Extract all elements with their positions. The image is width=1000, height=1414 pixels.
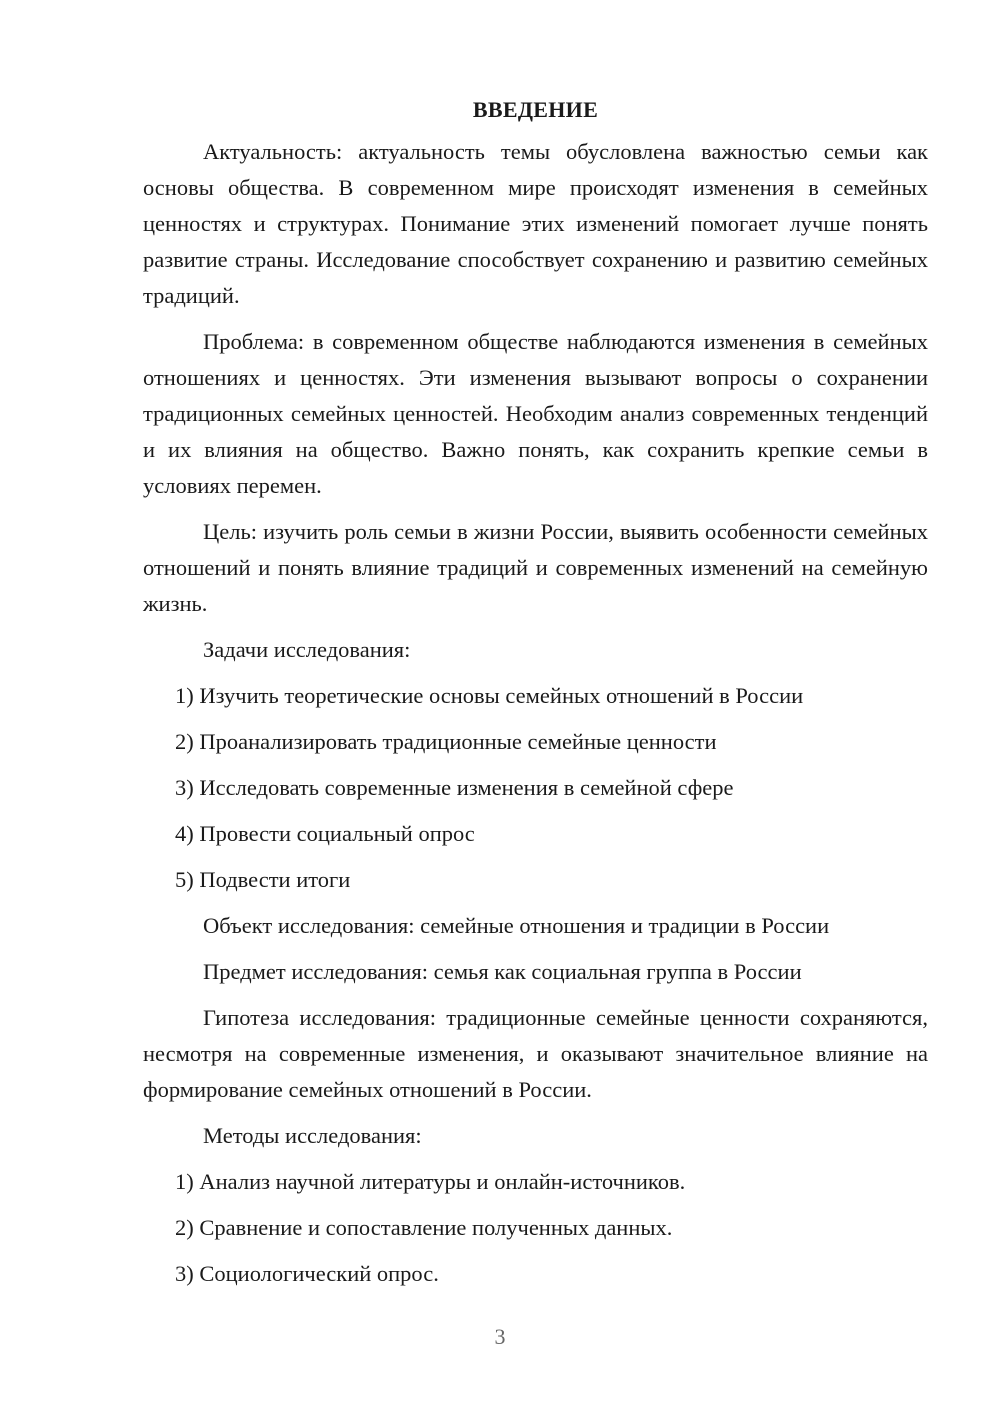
tasks-heading: Задачи исследования: bbox=[203, 637, 411, 662]
task-item-5: 5) Подвести итоги bbox=[175, 867, 351, 892]
method-item-1: 1) Анализ научной литературы и онлайн-источников. bbox=[175, 1169, 686, 1194]
task-item-1: 1) Изучить теоретические основы семейных отношений в России bbox=[175, 683, 804, 708]
methods-heading: Методы исследования: bbox=[203, 1123, 422, 1148]
method-item-2: 2) Сравнение и сопоставление полученных данных. bbox=[175, 1215, 673, 1240]
task-item-3: 3) Исследовать современные изменения в семейной сфере bbox=[175, 775, 734, 800]
document-page bbox=[143, 92, 928, 1302]
page-number: 3 bbox=[494, 1324, 506, 1349]
method-item-3: 3) Социологический опрос. bbox=[175, 1261, 439, 1286]
task-item-4: 4) Провести социальный опрос bbox=[175, 821, 475, 846]
paragraph-goal: Цель: изучить роль семьи в жизни России, выявить особенности семейных отношений и понять влияние традиций и современных изменений на семейную жизнь. bbox=[143, 519, 928, 616]
task-item-2: 2) Проанализировать традиционные семейные ценности bbox=[175, 729, 717, 754]
research-object: Объект исследования: семейные отношения и традиции в России bbox=[203, 913, 830, 938]
paragraph-relevance: Актуальность: актуальность темы обусловлена важностью семьи как основы общества. В современном мире происходят изменения в семейных ценностях и структурах. Понимание этих изменений помогает лучше понять развитие страны. Исследование способствует сохранению и развитию семейных традиций. bbox=[143, 139, 928, 308]
page-title: ВВЕДЕНИЕ bbox=[472, 97, 599, 122]
paragraph-problem: Проблема: в современном обществе наблюдаются изменения в семейных отношениях и ценностях. Эти изменения вызывают вопросы о сохранении традиционных семейных ценностей. Необходим анализ современных тенденций и их влияния на общество. Важно понять, как сохранить крепкие семьи в условиях перемен. bbox=[143, 329, 928, 498]
research-subject: Предмет исследования: семья как социальная группа в России bbox=[203, 959, 802, 984]
paragraph-hypothesis: Гипотеза исследования: традиционные семейные ценности сохраняются, несмотря на современные изменения, и оказывают значительное влияние на формирование семейных отношений в России. bbox=[143, 1005, 928, 1102]
